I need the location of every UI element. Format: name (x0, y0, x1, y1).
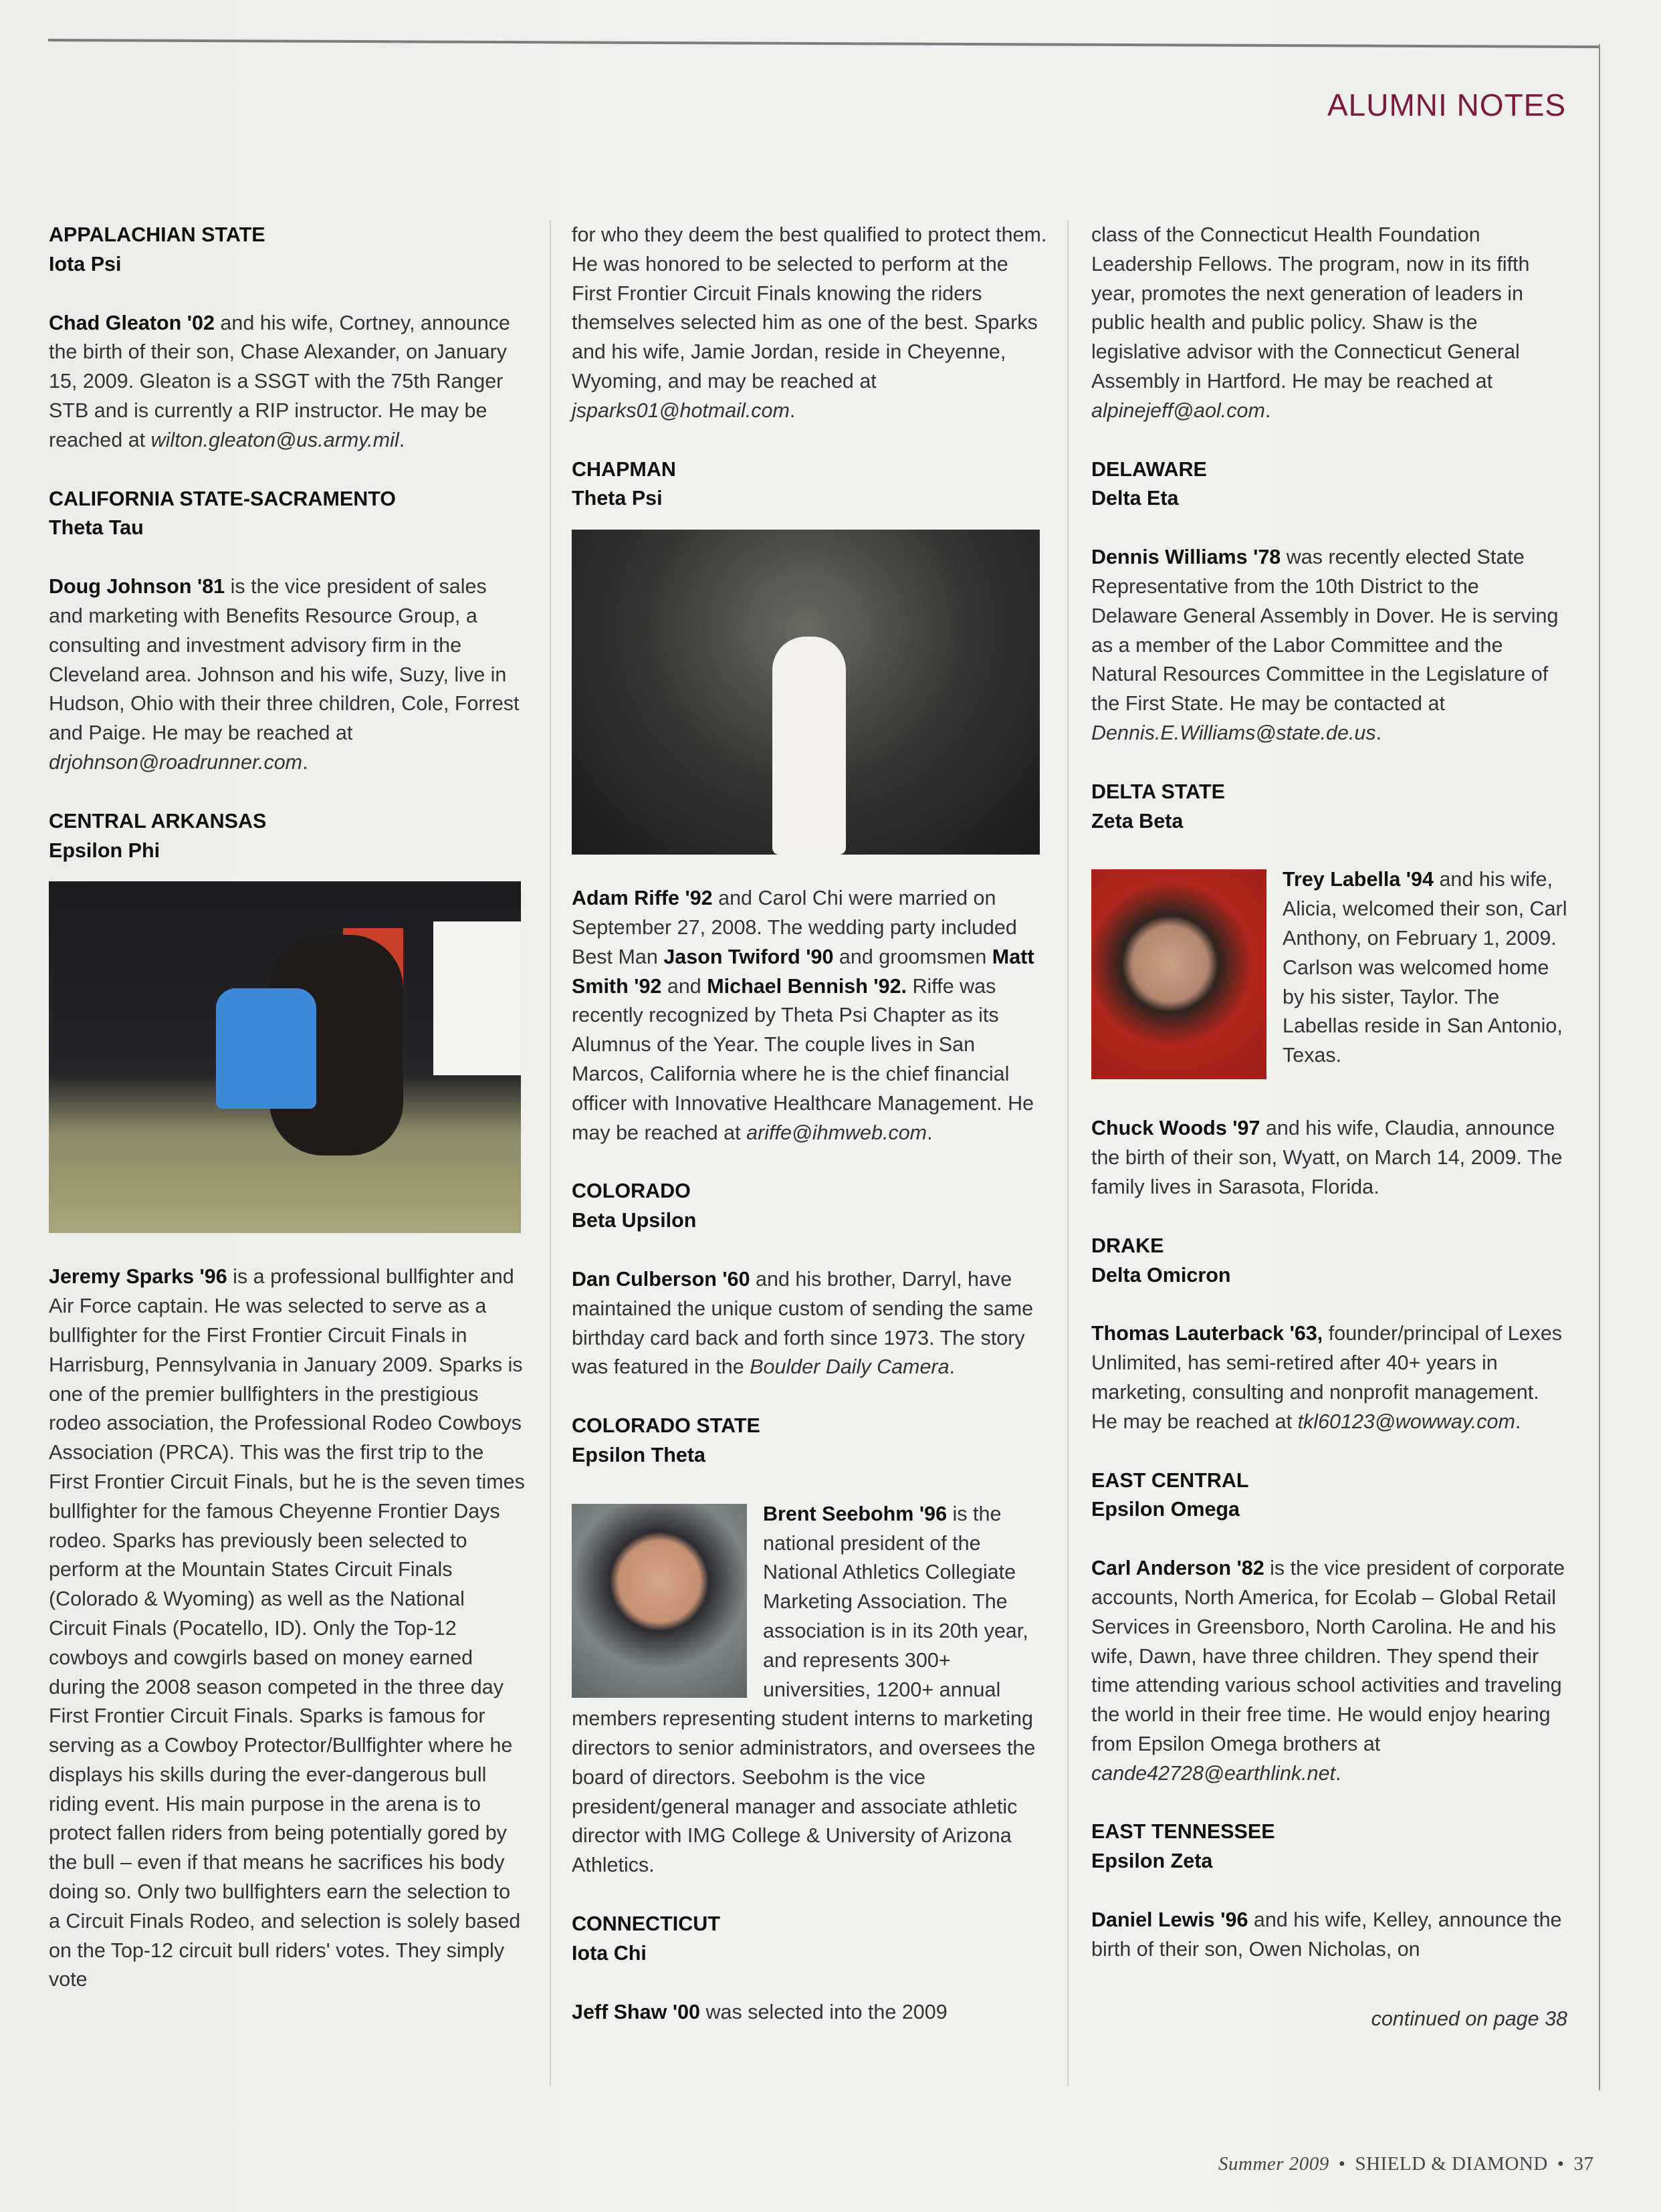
chapter-heading (49, 221, 525, 280)
chapter-name: Beta Upsilon (572, 1209, 697, 1232)
alumni-note: Dan Culberson '60 and his brother, Darryl, have maintained the unique custom of sending the same birthday card back and forth since 1973. The story was featured in the Boulder Daily Camera. (572, 1267, 1034, 1379)
chapter-name: Delta Eta (1091, 487, 1179, 510)
chapter-name: Epsilon Phi (49, 839, 160, 862)
chapter-heading (1091, 1817, 1567, 1876)
top-rule-divider (48, 39, 1599, 48)
email-link[interactable]: drjohnson@roadrunner.com (49, 750, 303, 774)
chapter-name: Epsilon Omega (1091, 1498, 1240, 1521)
alumni-note-continued: class of the Connecticut Health Foundation Leadership Fellows. The program, now in its fifth year, promotes the next generation of leaders in public health and public policy. Shaw is the legislative advisor with the Connecticut General Assembly in Hartford. He may be reached at alpinejeff@aol.com. (1091, 223, 1530, 422)
alumni-name: Thomas Lauterback '63, (1091, 1322, 1323, 1345)
alumni-name: Jeremy Sparks '96 (49, 1265, 227, 1289)
continued-link[interactable]: continued on page 38 (1371, 2007, 1567, 2030)
chapter-name: Delta Omicron (1091, 1263, 1231, 1287)
school-name: CONNECTICUT (572, 1912, 720, 1936)
alumni-note: Chuck Woods '97 and his wife, Claudia, announce the birth of their son, Wyatt, on March 14, 2009. The family lives in Sarasota, Florida. (1091, 1117, 1563, 1198)
alumni-name: Jeff Shaw '00 (572, 2000, 701, 2023)
column-divider (550, 221, 551, 2086)
chapter-heading (572, 1412, 1048, 1470)
alumni-note: Jeff Shaw '00 was selected into the 2009 (572, 2000, 948, 2023)
alumni-name: Adam Riffe '92 (572, 887, 713, 910)
school-name: COLORADO STATE (572, 1414, 760, 1438)
school-name: DRAKE (1091, 1234, 1164, 1257)
alumni-name: Daniel Lewis '96 (1091, 1908, 1248, 1932)
column-divider (1067, 221, 1069, 2086)
page-footer (1218, 2153, 1593, 2175)
publication-title: Boulder Daily Camera (750, 1355, 950, 1379)
email-link[interactable]: alpinejeff@aol.com (1091, 399, 1265, 422)
alumni-note: Chad Gleaton '02 and his wife, Cortney, announce the birth of their son, Chase Alexander, on January 15, 2009. Gleaton is a SSGT with the 75th Ranger STB and is currently a RIP instructor. He may be reached at wilton.gleaton@us.army.mil. (49, 311, 510, 451)
chapter-heading (49, 485, 525, 544)
alumni-name: Trey Labella '94 (1283, 868, 1434, 891)
labella-headshot-photo (1091, 869, 1266, 1079)
footer-separator: • (1557, 2153, 1565, 2175)
alumni-note: Brent Seebohm '96 is the national president of the National Athletics Collegiate Marketing Association. The association is in its 20th year, and represents 300+ universities, 1200+ annual members representing student interns to marketing directors to senior administrators, and oversees the board of directors. Seebohm is the vice president/general manager and associate athletic director with IMG College & University of Arizona Athletics. (572, 1502, 1036, 1877)
alumni-name: Dan Culberson '60 (572, 1267, 750, 1291)
chapter-name: Zeta Beta (1091, 809, 1184, 833)
email-link[interactable]: jsparks01@hotmail.com (572, 399, 790, 422)
school-name: CALIFORNIA STATE-SACRAMENTO (49, 487, 397, 510)
school-name: DELTA STATE (1091, 780, 1225, 803)
school-name: EAST TENNESSEE (1091, 1820, 1275, 1844)
alumni-note: Carl Anderson '82 is the vice president of corporate accounts, North America, for Ecolab – Global Retail Services in Greensboro, North Carolina. He and his wife, Dawn, have three children. They spend their time attending various school activities and traveling the world in their free time. He would enjoy hearing from Epsilon Omega brothers at cande42728@earthlink.net. (1091, 1557, 1565, 1785)
column-3 (1091, 221, 1567, 2033)
issue-date: Summer 2009 (1218, 2153, 1329, 2175)
school-name: COLORADO (572, 1180, 691, 1203)
rodeo-photo (49, 881, 521, 1233)
right-rule-divider (1599, 44, 1600, 2090)
chapter-heading (572, 455, 1048, 514)
section-title: ALUMNI NOTES (1327, 88, 1567, 122)
chapter-name: Iota Chi (572, 1941, 647, 1965)
alumni-name: Jason Twiford '90 (663, 945, 834, 968)
alumni-note: Adam Riffe '92 and Carol Chi were married on September 27, 2008. The wedding party included Best Man Jason Twiford '90 and groomsmen Matt Smith '92 and Michael Bennish '92. Riffe was recently recognized by Theta Psi Chapter as its Alumnus of the Year. The couple lives in San Marcos, California where he is the chief financial officer with Innovative Healthcare Management. He may be reached at ariffe@ihmweb.com. (572, 887, 1034, 1144)
chapter-heading (572, 1910, 1048, 1969)
email-link[interactable]: wilton.gleaton@us.army.mil (150, 428, 399, 451)
magazine-name: SHIELD & DIAMOND (1355, 2153, 1548, 2175)
chapter-name: Theta Psi (572, 487, 663, 510)
alumni-note-continued: for who they deem the best qualified to protect them. He was honored to be selected to perform at the First Frontier Circuit Finals knowing the riders themselves selected him as one of the best. Sparks and his wife, Jamie Jordan, reside in Cheyenne, Wyoming, and may be reached at jsparks01@hotmail.com. (572, 223, 1047, 422)
alumni-note: Doug Johnson '81 is the vice president of sales and marketing with Benefits Resource Group, a consulting and investment advisory firm in the Cleveland area. Johnson and his wife, Suzy, live in Hudson, Ohio with their three children, Cole, Forrest and Paige. He may be reached at drjohnson@roadrunner.com. (49, 575, 520, 774)
alumni-note: Dennis Williams '78 was recently elected State Representative from the 10th District to the Delaware General Assembly in Dover. He is serving as a member of the Labor Committee and the Natural Resources Committee in the Legislature of the First State. He may be contacted at Dennis.E.Williams@state.de.us. (1091, 546, 1559, 744)
footer-separator: • (1338, 2153, 1346, 2175)
wedding-photo (572, 530, 1040, 855)
chapter-heading (49, 807, 525, 866)
chapter-heading (572, 1177, 1048, 1236)
school-name: CENTRAL ARKANSAS (49, 809, 267, 833)
alumni-note: Thomas Lauterback '63, founder/principal of Lexes Unlimited, has semi-retired after 40+ years in marketing, consulting and nonprofit management. He may be reached at tkl60123@wowway.com. (1091, 1322, 1563, 1433)
alumni-name: Carl Anderson '82 (1091, 1557, 1264, 1580)
school-name: APPALACHIAN STATE (49, 223, 265, 246)
chapter-heading (1091, 778, 1567, 837)
alumni-name: Chad Gleaton '02 (49, 311, 215, 334)
bride-shape (772, 637, 846, 855)
chapter-name: Iota Psi (49, 252, 122, 275)
alumni-note: Trey Labella '94 and his wife, Alicia, welcomed their son, Carl Anthony, on February 1, 2009. Carlson was welcomed home by his sister, Taylor. The Labellas reside in San Antonio, Texas. (1091, 865, 1567, 1085)
school-name: CHAPMAN (572, 457, 676, 481)
alumni-name: Chuck Woods '97 (1091, 1117, 1260, 1140)
alumni-name: Doug Johnson '81 (49, 575, 225, 598)
page-number: 37 (1573, 2153, 1594, 2175)
banner-shape (433, 921, 521, 1075)
chapter-heading (1091, 1232, 1567, 1291)
chapter-name: Theta Tau (49, 516, 144, 540)
chapter-heading (1091, 1466, 1567, 1525)
alumni-name: Dennis Williams '78 (1091, 546, 1281, 569)
column-1 (49, 221, 525, 2024)
column-2 (572, 221, 1048, 2056)
alumni-note: Jeremy Sparks '96 is a professional bullfighter and Air Force captain. He was selected to serve as a bullfighter for the First Frontier Circuit Finals in Harrisburg, Pennsylvania in January 2009. Sparks is one of the premier bullfighters in the prestigious rodeo association, the Professional Rodeo Cowboys Association (PRCA). This was the first trip to the First Frontier Circuit Finals, but he is the seven times bullfighter for the famous Cheyenne Frontier Days rodeo. Sparks has previously been selected to perform at the Mountain States Circuit Finals (Colorado & Wyoming) as well as the National Circuit Finals (Pocatello, ID). Only the Top-12 cowboys and cowgirls based on money earned during the 2008 season competed in the three day First Frontier Circuit Finals. Sparks is famous for serving as a Cowboy Protector/Bullfighter where he displays his skills during the ever-dangerous bull riding event. His main purpose in the arena is to protect fallen riders from being potentially gored by the bull – even if that means he sacrifices his body doing so. Only two bullfighters earn the selection to a Circuit Finals Rodeo, and selection is solely based on the Top-12 circuit bull riders' votes. They simply vote (49, 1265, 525, 1991)
chapter-name: Epsilon Zeta (1091, 1850, 1213, 1873)
chapter-heading (1091, 455, 1567, 514)
email-link[interactable]: tkl60123@wowway.com (1297, 1410, 1515, 1433)
school-name: DELAWARE (1091, 457, 1207, 481)
seebohm-headshot-photo (572, 1504, 747, 1698)
alumni-note: Daniel Lewis '96 and his wife, Kelley, announce the birth of their son, Owen Nicholas, on (1091, 1908, 1562, 1961)
bullfighter-shape (216, 988, 316, 1109)
school-name: EAST CENTRAL (1091, 1468, 1249, 1492)
alumni-name: Brent Seebohm '96 (763, 1502, 948, 1525)
email-link[interactable]: Dennis.E.Williams@state.de.us (1091, 721, 1376, 744)
chapter-name: Epsilon Theta (572, 1443, 705, 1466)
email-link[interactable]: ariffe@ihmweb.com (746, 1121, 927, 1144)
alumni-name: Michael Bennish '92. (707, 974, 907, 998)
email-link[interactable]: cande42728@earthlink.net (1091, 1761, 1336, 1785)
alumni-name: Matt Smith '92 (572, 945, 1034, 998)
